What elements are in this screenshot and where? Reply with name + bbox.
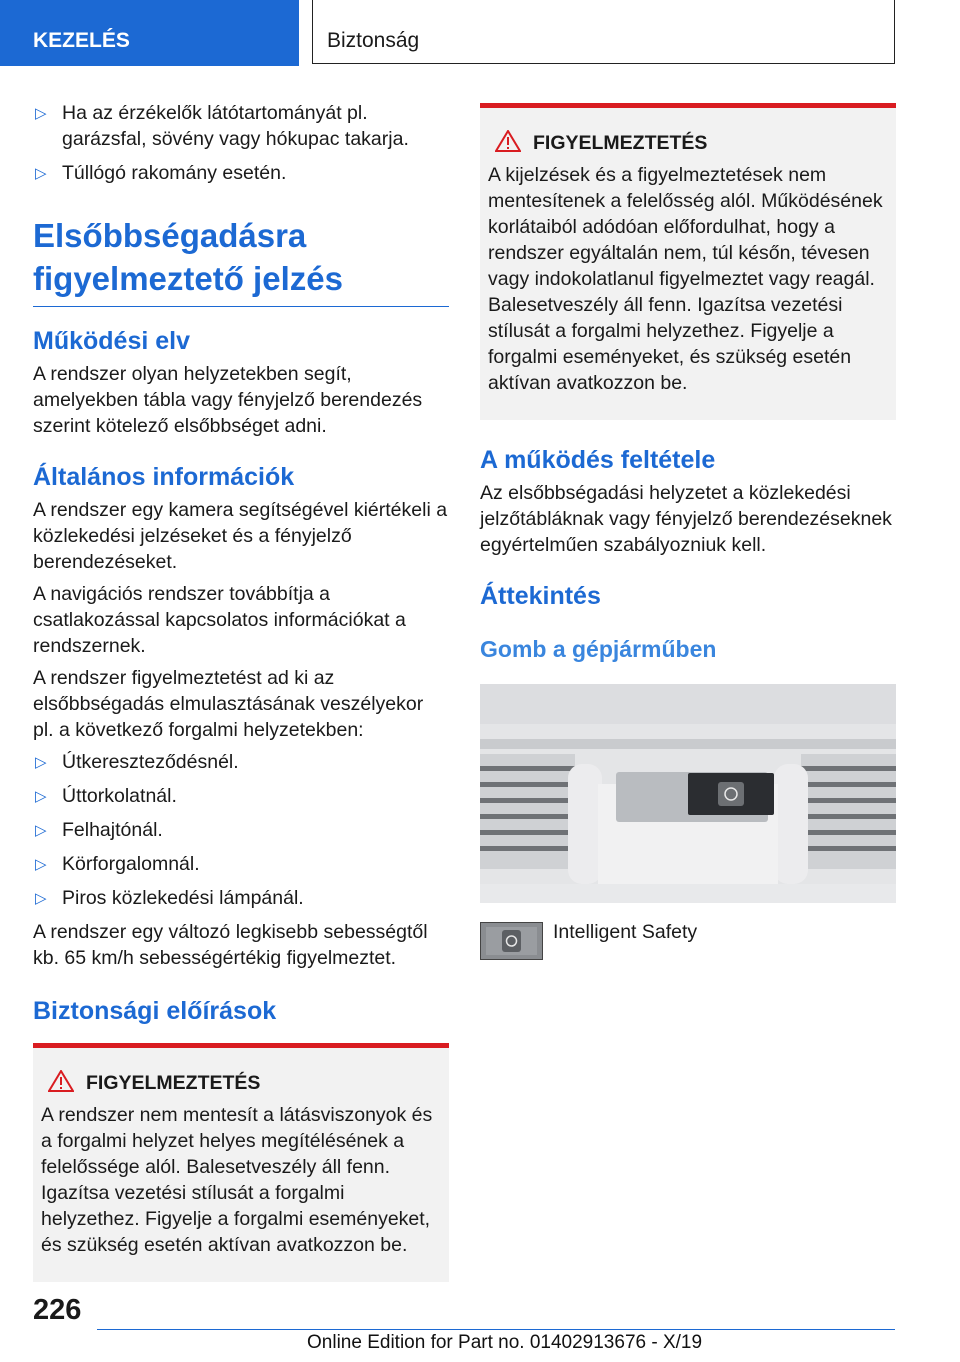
page-footer bbox=[0, 1290, 960, 1362]
page-number: 226 bbox=[33, 1294, 82, 1326]
situation-bullet-list bbox=[33, 749, 449, 911]
warning-triangle-icon bbox=[48, 1070, 74, 1092]
list-item: ▷ Úttorkolatnál. bbox=[33, 783, 449, 809]
top-bullet-list bbox=[33, 100, 449, 186]
edition-text: Online Edition for Part no. 01402913676 - X/19 bbox=[307, 1332, 703, 1353]
warning-title: FIGYELMEZTETÉS bbox=[86, 1072, 261, 1094]
button-legend bbox=[480, 921, 896, 1001]
conditions-text: Az elsőbbségadási helyzetet a közlekedési jelzőtábláknak vagy fényjelző berendezéseknek egyértelműen szabályozniuk kell. bbox=[480, 482, 892, 556]
right-column bbox=[480, 96, 896, 1001]
principle-heading: Működési elv bbox=[33, 327, 190, 355]
triangle-bullet-icon: ▷ bbox=[35, 788, 47, 805]
list-item: ▷ Körforgalomnál. bbox=[33, 851, 449, 877]
list-item: ▷ Felhajtónál. bbox=[33, 817, 449, 843]
page-title: Elsőbbségadásra figyelmeztető jelzés bbox=[33, 217, 343, 297]
general-paragraph-2: A navigációs rendszer továbbítja a csatlakozással kapcsolatos információkat a rendszernek. bbox=[33, 583, 406, 657]
warning-header bbox=[488, 130, 888, 156]
warning-title: FIGYELMEZTETÉS bbox=[533, 132, 708, 154]
warning-box bbox=[33, 1043, 449, 1282]
list-item: ▷ Túllógó rakomány esetén. bbox=[33, 160, 449, 186]
left-column bbox=[33, 96, 449, 1282]
overview-subheading: Gomb a gépjárműben bbox=[480, 636, 717, 662]
warning-box bbox=[480, 103, 896, 420]
general-paragraph-1: A rendszer egy kamera segítségével kiértékeli a közlekedési jelzéseket és a fényjelző berendezéseket. bbox=[33, 499, 448, 573]
list-item: ▷ Piros közlekedési lámpánál. bbox=[33, 885, 449, 911]
warning-text: A rendszer nem mentesít a látásviszonyok és a forgalmi helyzet helyes megítélésének a felelőssége alól. Balesetveszély áll fenn. Igazítsa vezetési stílusát a forgalmi helyzethez. Figyelje a forgalmi eseményeket, és szükség esetén aktívan avatkozzon be. bbox=[41, 1104, 433, 1256]
warning-text: A kijelzések és a figyelmeztetések nem mentesítenek a felelősség alól. Működésének korlátaiból adódóan előfordulhat, hogy a rendszer egyáltalán nem, túl későn, tévesen vagy indokolatlanul figyelmeztet vagy reagál. Balesetveszély áll fenn. Igazítsa vezetési stílusát a forgalmi helyzethez. Figyelje a forgalmi eseményeket, és szükség esetén aktívan avatkozzon be. bbox=[488, 164, 883, 394]
warning-header bbox=[41, 1070, 441, 1096]
triangle-bullet-icon: ▷ bbox=[35, 822, 47, 839]
triangle-bullet-icon: ▷ bbox=[35, 105, 47, 122]
triangle-bullet-icon: ▷ bbox=[35, 754, 47, 771]
overview-heading: Áttekintés bbox=[480, 582, 601, 610]
legend-label: Intelligent Safety bbox=[553, 921, 698, 943]
general-paragraph-4: A rendszer egy változó legkisebb sebességtől kb. 65 km/h sebességértékig figyelmeztet. bbox=[33, 921, 428, 969]
list-item: ▷ Útkereszteződésnél. bbox=[33, 749, 449, 775]
triangle-bullet-icon: ▷ bbox=[35, 856, 47, 873]
title-divider bbox=[33, 306, 449, 307]
triangle-bullet-icon: ▷ bbox=[35, 890, 47, 907]
general-heading: Általános információk bbox=[33, 463, 295, 491]
conditions-heading: A működés feltétele bbox=[480, 446, 716, 474]
principle-text: A rendszer olyan helyzetekben segít, amelyekben tábla vagy fényjelző berendezés szerint kötelező elsőbbséget adni. bbox=[33, 363, 423, 437]
dashboard-button-photo bbox=[480, 684, 896, 903]
list-item: ▷ Ha az érzékelők látótartományát pl. garázsfal, sövény vagy hókupac takarja. bbox=[35, 102, 409, 150]
triangle-bullet-icon: ▷ bbox=[35, 165, 47, 182]
intelligent-safety-button-icon bbox=[480, 922, 543, 960]
warning-triangle-icon bbox=[495, 130, 521, 152]
general-paragraph-3: A rendszer figyelmeztetést ad ki az elsőbbségadás elmulasztásának veszélyekor pl. a következő forgalmi helyzetekben: bbox=[33, 667, 424, 741]
safety-heading: Biztonsági előírások bbox=[33, 997, 277, 1025]
chapter-title: Biztonság bbox=[312, 0, 895, 64]
page-header bbox=[0, 0, 960, 66]
footer-divider bbox=[97, 1329, 895, 1330]
section-tab: KEZELÉS bbox=[0, 0, 299, 66]
